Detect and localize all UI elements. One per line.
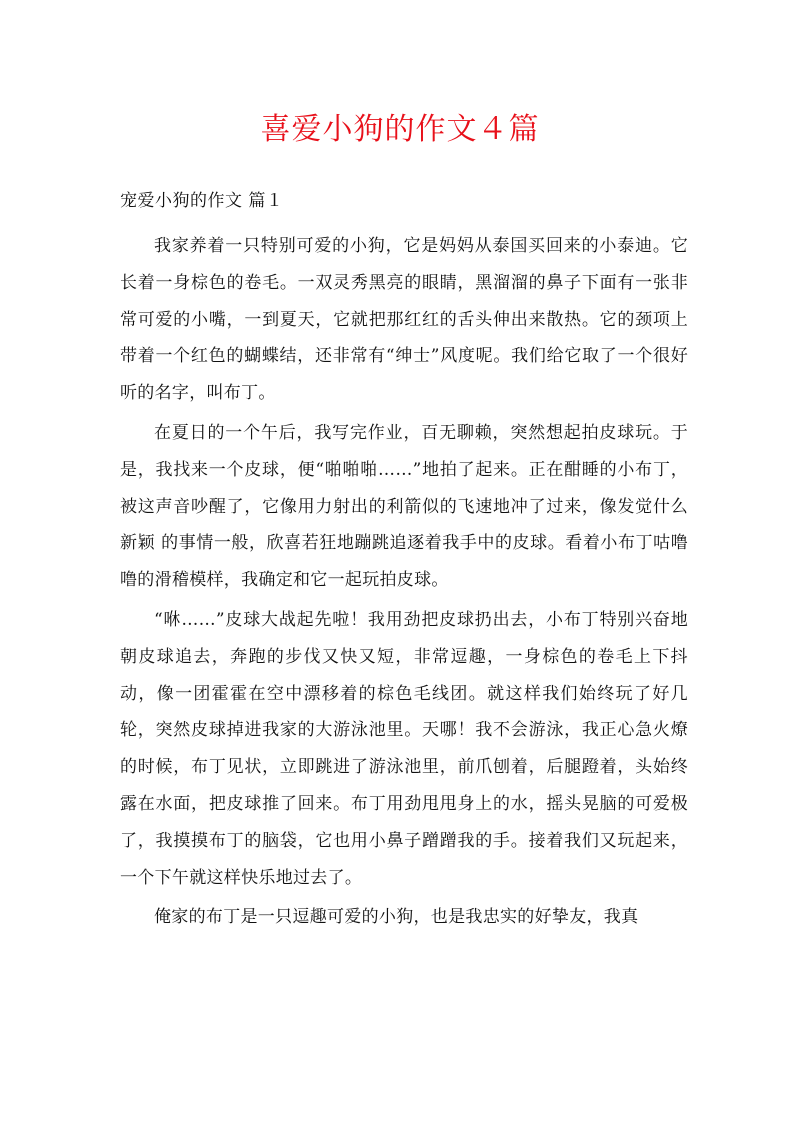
- paragraph: “咻……”皮球大战起先啦！我用劲把皮球扔出去，小布丁特别兴奋地朝皮球追去，奔跑的步伐又快又短，非常逗趣，一身棕色的卷毛上下抖动，像一团霍霍在空中漂移着的棕色毛线团。就这样我们始终玩了好几轮，突然皮球掉进我家的大游泳池里。天哪！我不会游泳，我正心急火燎的时候，布丁见状，立即跳进了游泳池里，前爪刨着，后腿蹬着，头始终露在水面，把皮球推了回来。布丁用劲甩甩身上的水，摇头晃脑的可爱极了，我摸摸布丁的脑袋，它也用小鼻子蹭蹭我的手。接着我们又玩起来，一个下午就这样快乐地过去了。: [120, 609, 688, 888]
- paragraph: 俺家的布丁是一只逗趣可爱的小狗，也是我忠实的好挚友，我真: [154, 907, 639, 928]
- paragraph: 我家养着一只特别可爱的小狗，它是妈妈从泰国买回来的小泰迪。它长着一身棕色的卷毛。一双灵秀黑亮的眼睛，黑溜溜的鼻子下面有一张非常可爱的小嘴，一到夏天，它就把那红红的舌头伸出来散热。它的颈项上带着一个红色的蝴蝶结，还非常有“绅士”风度呢。我们给它取了一个很好听的名字，叫布丁。: [120, 236, 688, 404]
- section-heading: 宠爱小狗的作文 篇１: [120, 191, 284, 211]
- paragraph: 在夏日的一个午后，我写完作业，百无聊赖，突然想起拍皮球玩。于是，我找来一个皮球，便“啪啪啪……”地拍了起来。正在酣睡的小布丁，被这声音吵醒了，它像用力射出的利箭似的飞速地冲了过来，像发觉什么新颖 的事情一般，欣喜若狂地蹦跳追逐着我手中的皮球。看着小布丁咕噜噜的滑稽模样，我确定和它一起玩拍皮球。: [120, 422, 688, 591]
- article-body: [120, 228, 688, 939]
- document-title: 喜爱小狗的作文４篇: [260, 112, 540, 147]
